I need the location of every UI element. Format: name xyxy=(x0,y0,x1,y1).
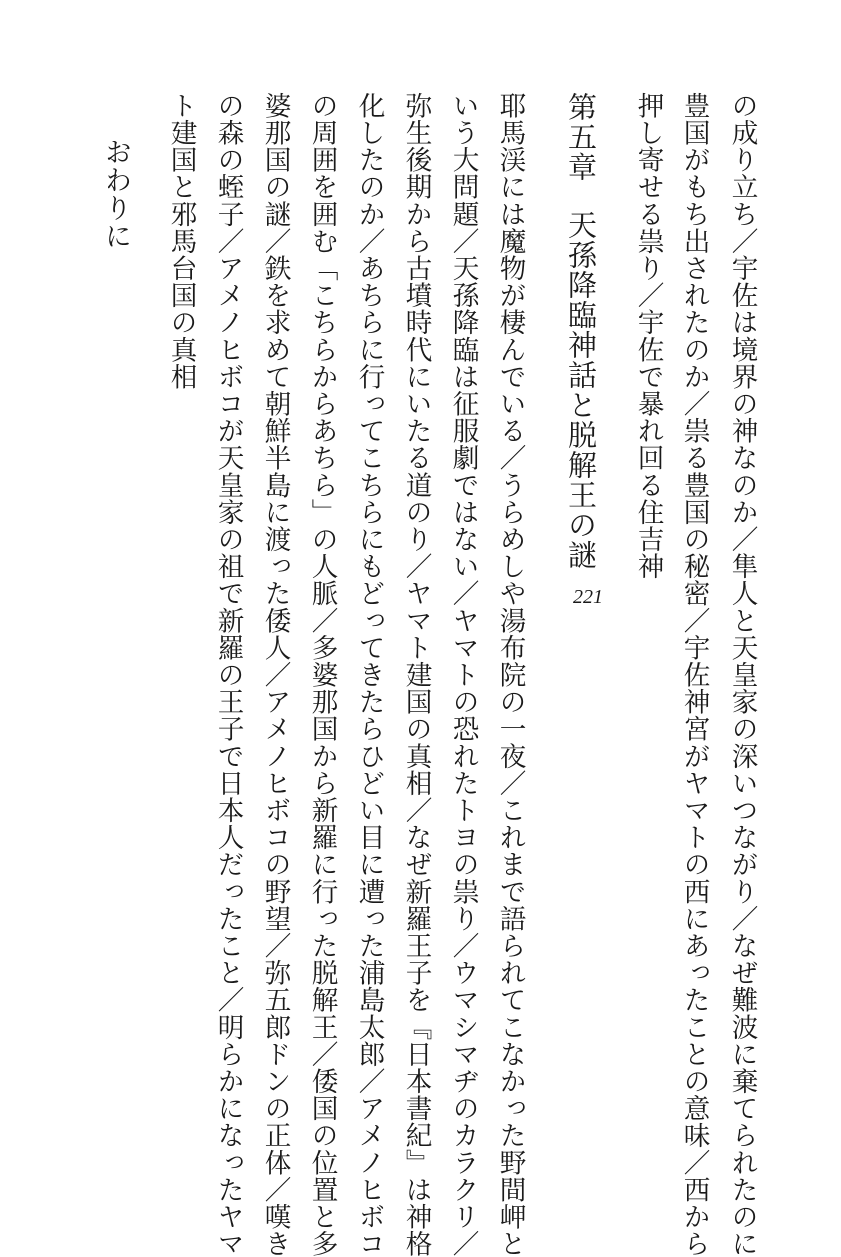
chapter-page-number: 221 xyxy=(573,586,603,608)
toc-line-4: 耶馬渓には魔物が棲んでいる／うらめしや湯布院の一夜／これまで語られてこなかった野間岬と xyxy=(494,92,526,1257)
toc-line-9: 婆那国の謎／鉄を求めて朝鮮半島に渡った倭人／アメノヒボコの野望／弥五郎ドンの正体／嘆き xyxy=(259,92,291,1257)
toc-line-5: いう大問題／天孫降臨は征服劇ではない／ヤマトの恐れたトヨの祟り／ウマシマヂのカラクリ／ xyxy=(447,92,479,1257)
closing-heading: おわりに xyxy=(100,138,131,250)
toc-line-3: 押し寄せる祟り／宇佐で暴れ回る住吉神 xyxy=(632,92,664,580)
chapter-number: 第五章 xyxy=(564,92,598,182)
toc-line-1: の成り立ち／宇佐は境界の神なのか／隼人と天皇家の深いつながり／なぜ難波に棄てられたのに xyxy=(726,92,758,1257)
toc-line-10: の森の蛭子／アメノヒボコが天皇家の祖で新羅の王子で日本人だったこと／明らかになったヤマ xyxy=(212,92,244,1257)
toc-line-6: 弥生後期から古墳時代にいたる道のり／ヤマト建国の真相／なぜ新羅王子を『日本書紀』は神格 xyxy=(400,92,432,1257)
chapter-heading xyxy=(564,92,598,570)
toc-line-7: 化したのか／あちらに行ってこちらにもどってきたらひどい目に遭った浦島太郎／アメノヒボコ xyxy=(353,92,385,1257)
toc-line-11: ト建国と邪馬台国の真相 xyxy=(165,92,197,391)
chapter-title: 天孫降臨神話と脱解王の謎 xyxy=(564,210,598,570)
toc-line-8: の周囲を囲む「こちらからあちら」の人脈／多婆那国から新羅に行った脱解王／倭国の位置と多 xyxy=(306,92,338,1257)
toc-line-2: 豊国がもち出されたのか／祟る豊国の秘密／宇佐神宮がヤマトの西にあったことの意味／西から xyxy=(678,92,710,1257)
